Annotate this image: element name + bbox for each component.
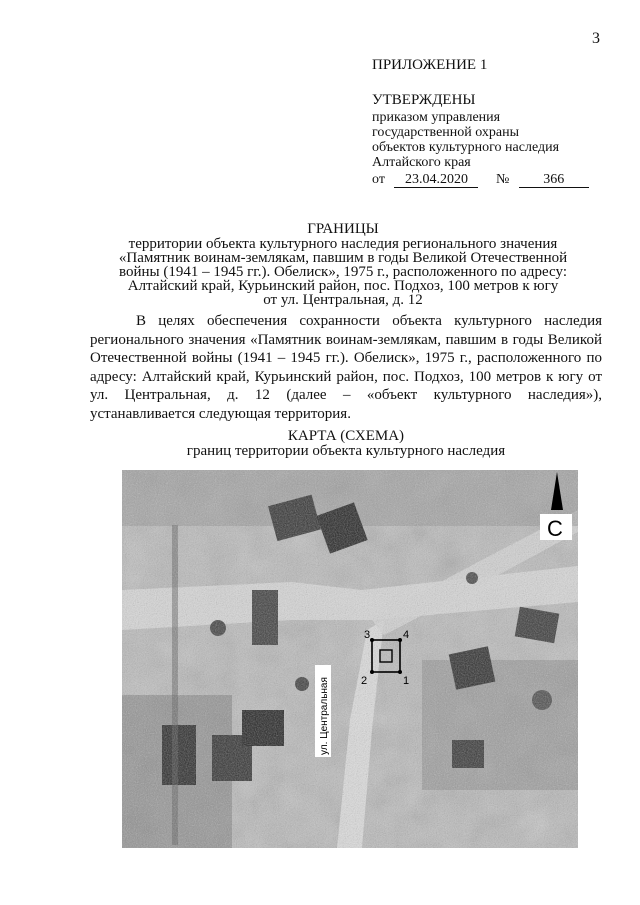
boundary-point-marker (398, 670, 402, 674)
north-label: С (547, 516, 563, 541)
boundary-point-label: 3 (364, 629, 371, 641)
map-title: КАРТА (СХЕМА) (287, 428, 405, 444)
heading-line: от ул. Центральная, д. 12 (263, 292, 423, 308)
map-title-block (90, 429, 602, 459)
heading-line: Алтайский край, Курьинский район, пос. Подхоз, 100 метров к югу (127, 278, 559, 294)
approved-line: Алтайского края (372, 155, 471, 170)
approved-line: объектов культурного наследия (372, 140, 560, 155)
approved-line: государственной охраны (372, 125, 520, 140)
boundary-point-marker (370, 638, 374, 642)
heading-line: территории объекта культурного наследия регионального значения (128, 236, 558, 252)
approved-line: приказом управления (372, 110, 501, 125)
heading-line: «Памятник воинам-землякам, павшим в годы Великой Отечественной (118, 250, 568, 266)
order-number: 366 (519, 172, 589, 188)
approved-label: УТВЕРЖДЕНЫ (372, 92, 476, 108)
aerial-map (122, 470, 578, 848)
map-grain (122, 470, 578, 848)
heading-line: войны (1941 – 1945 гг.). Обелиск», 1975 г., расположенного по адресу: (118, 264, 567, 280)
boundary-point-label: 1 (403, 675, 410, 687)
approval-stamp (372, 58, 589, 188)
page-number: 3 (592, 30, 600, 47)
order-line (372, 172, 589, 188)
street-label-group (315, 665, 331, 757)
order-prefix: от (372, 172, 385, 187)
document-heading (90, 222, 596, 307)
appendix-title: ПРИЛОЖЕНИЕ 1 (372, 57, 488, 73)
order-date: 23.04.2020 (394, 172, 478, 188)
body-paragraph: В целях обеспечения сохранности объекта культурного наследия регионального значения «Памятник воинам-землякам, павшим в годы Великой Отечественной войны (1941 – 1945 гг.). Обелиск», 1975 г., расположенного по адресу: Алтайский край, Курьинский район, пос. Подхоз, 100 метров к югу от ул. Центральная, д. 12 (далее – «объект культурного наследия»), устанавливается следующая территория. (90, 313, 602, 422)
aerial-photo-svg (122, 470, 578, 848)
heading-title: ГРАНИЦЫ (307, 221, 379, 237)
map-subtitle: границ территории объекта культурного наследия (186, 443, 506, 459)
order-number-sign: № (495, 172, 510, 187)
boundary-point-marker (398, 638, 402, 642)
boundary-point-label: 2 (361, 675, 368, 687)
street-label: ул. Центральная (319, 677, 330, 755)
boundary-point-label: 4 (403, 629, 410, 641)
boundary-point-marker (370, 670, 374, 674)
